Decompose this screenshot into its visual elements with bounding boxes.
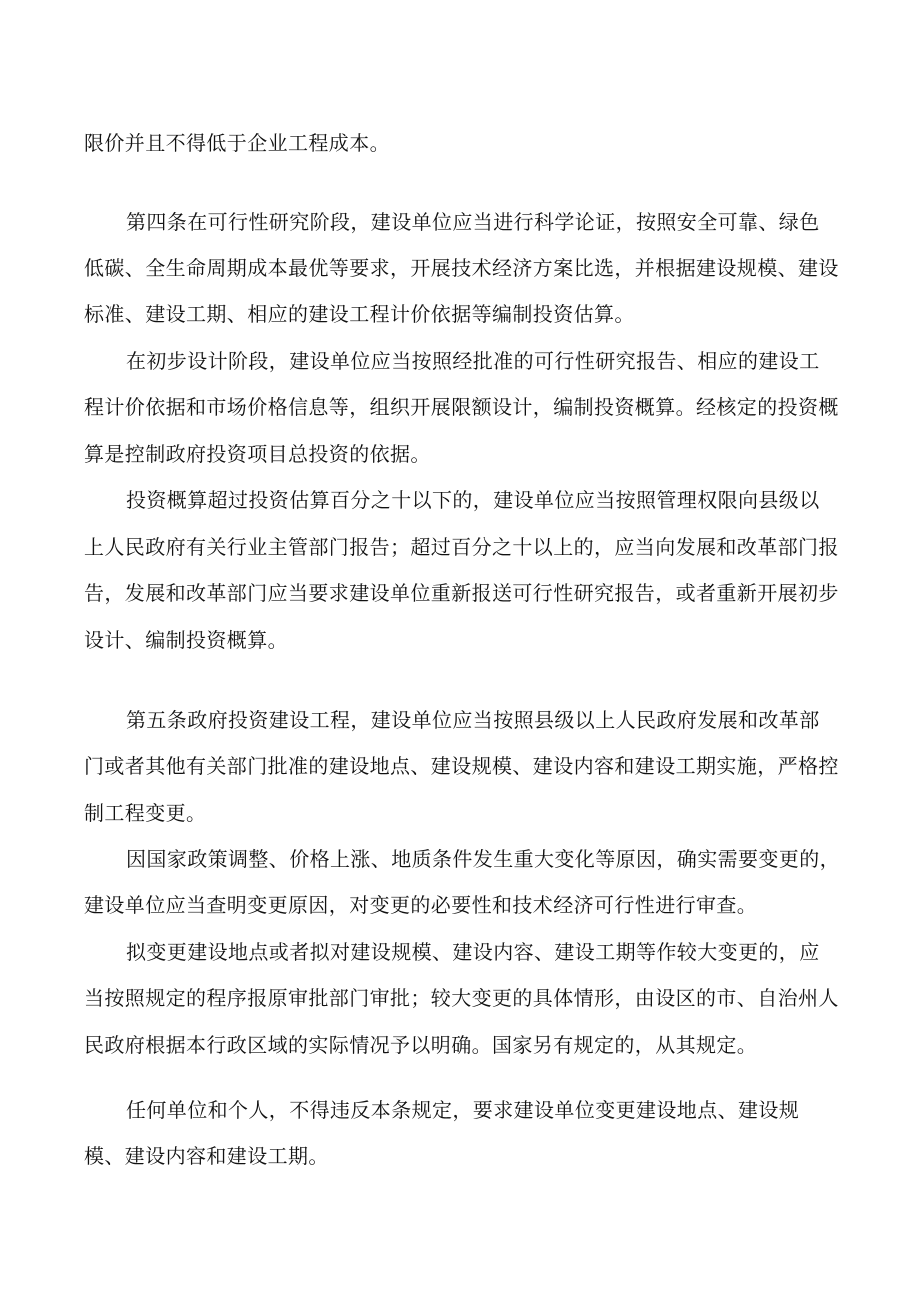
- text-line-10: 告，发展和改革部门应当要求建设单位重新报送可行性研究报告，或者重新开展初步: [84, 581, 839, 605]
- text-line-7: 算是控制政府投资项目总投资的依据。: [84, 442, 431, 466]
- text-line-4: 标准、建设工期、相应的建设工程计价依据等编制投资估算。: [84, 302, 635, 326]
- text-line-3: 低碳、全生命周期成本最优等要求，开展技术经济方案比选，并根据建设规模、建设: [84, 256, 839, 280]
- text-line-17: 拟变更建设地点或者拟对建设规模、建设内容、建设工期等作较大变更的，应: [126, 940, 820, 964]
- text-line-12: 第五条政府投资建设工程，建设单位应当按照县级以上人民政府发展和改革部: [126, 708, 820, 732]
- text-line-5: 在初步设计阶段，建设单位应当按照经批准的可行性研究报告、相应的建设工: [126, 349, 820, 373]
- text-line-15: 因国家政策调整、价格上涨、地质条件发生重大变化等原因，确实需要变更的，: [126, 847, 840, 871]
- text-line-6: 程计价依据和市场价格信息等，组织开展限额设计，编制投资概算。经核定的投资概: [84, 395, 839, 419]
- text-line-11: 设计、编制投资概算。: [84, 628, 288, 652]
- text-line-16: 建设单位应当查明变更原因，对变更的必要性和技术经济可行性进行审查。: [84, 893, 758, 917]
- text-line-18: 当按照规定的程序报原审批部门审批；较大变更的具体情形，由设区的市、自治州人: [84, 986, 839, 1010]
- text-line-1: 限价并且不得低于企业工程成本。: [84, 131, 390, 155]
- text-line-8: 投资概算超过投资估算百分之十以下的，建设单位应当按照管理权限向县级以: [126, 488, 820, 512]
- text-line-14: 制工程变更。: [84, 801, 207, 825]
- text-line-20: 任何单位和个人，不得违反本条规定，要求建设单位变更建设地点、建设规: [126, 1098, 800, 1122]
- text-line-2: 第四条在可行性研究阶段，建设单位应当进行科学论证，按照安全可靠、绿色: [126, 210, 820, 234]
- text-line-19: 民政府根据本行政区域的实际情况予以明确。国家另有规定的，从其规定。: [84, 1033, 758, 1057]
- text-line-9: 上人民政府有关行业主管部门报告；超过百分之十以上的，应当向发展和改革部门报: [84, 535, 839, 559]
- text-line-21: 模、建设内容和建设工期。: [84, 1144, 329, 1168]
- text-line-13: 门或者其他有关部门批准的建设地点、建设规模、建设内容和建设工期实施，严格控: [84, 754, 839, 778]
